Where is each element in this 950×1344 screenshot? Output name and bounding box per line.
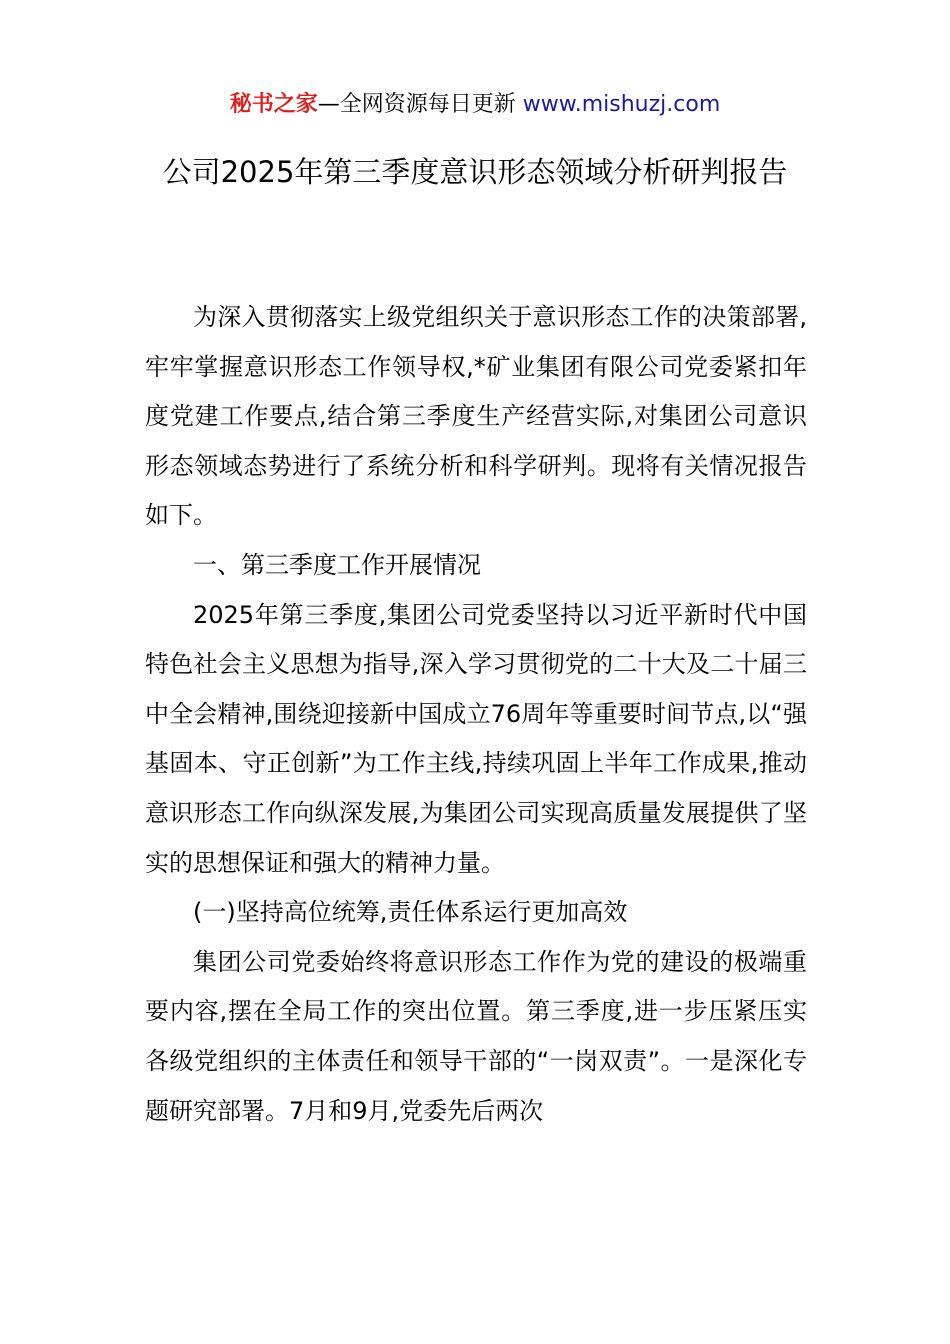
- section-1-paragraph: 2025年第三季度,集团公司党委坚持以习近平新时代中国特色社会主义思想为指导,深入学习贯彻党的二十大及二十届三中全会精神,围绕迎接新中国成立76周年等重要时间节点,以“强基固本、守正创新”为工作主线,持续巩固上半年工作成果,推动意识形态工作向纵深发展,为集团公司实现高质量发展提供了坚实的思想保证和强大的精神力量。: [145, 600, 807, 877]
- site-header: [0, 88, 950, 122]
- document-title: 公司2025年第三季度意识形态领域分析研判报告: [162, 155, 788, 189]
- site-url-link[interactable]: www.mishuzj.com: [522, 92, 721, 117]
- intro-paragraph: 为深入贯彻落实上级党组织关于意识形态工作的决策部署,牢牢掌握意识形态工作领导权,*矿业集团有限公司党委紧扣年度党建工作要点,结合第三季度生产经营实际,对集团公司意识形态领域态势进行了系统分析和科学研判。现将有关情况报告如下。: [145, 303, 807, 530]
- subsection-1-paragraph: 集团公司党委始终将意识形态工作作为党的建设的极端重要内容,摆在全局工作的突出位置。第三季度,进一步压紧压实各级党组织的主体责任和领导干部的“一岗双责”。一是深化专题研究部署。7月和9月,党委先后两次: [145, 947, 807, 1125]
- document-body: [145, 293, 807, 1136]
- header-tagline: —全网资源每日更新: [317, 92, 523, 117]
- subsection-heading-1: (一)坚持高位统筹,责任体系运行更加高效: [193, 898, 628, 927]
- brand-name: 秘书之家: [229, 92, 318, 117]
- section-heading-1: 一、第三季度工作开展情况: [193, 550, 481, 579]
